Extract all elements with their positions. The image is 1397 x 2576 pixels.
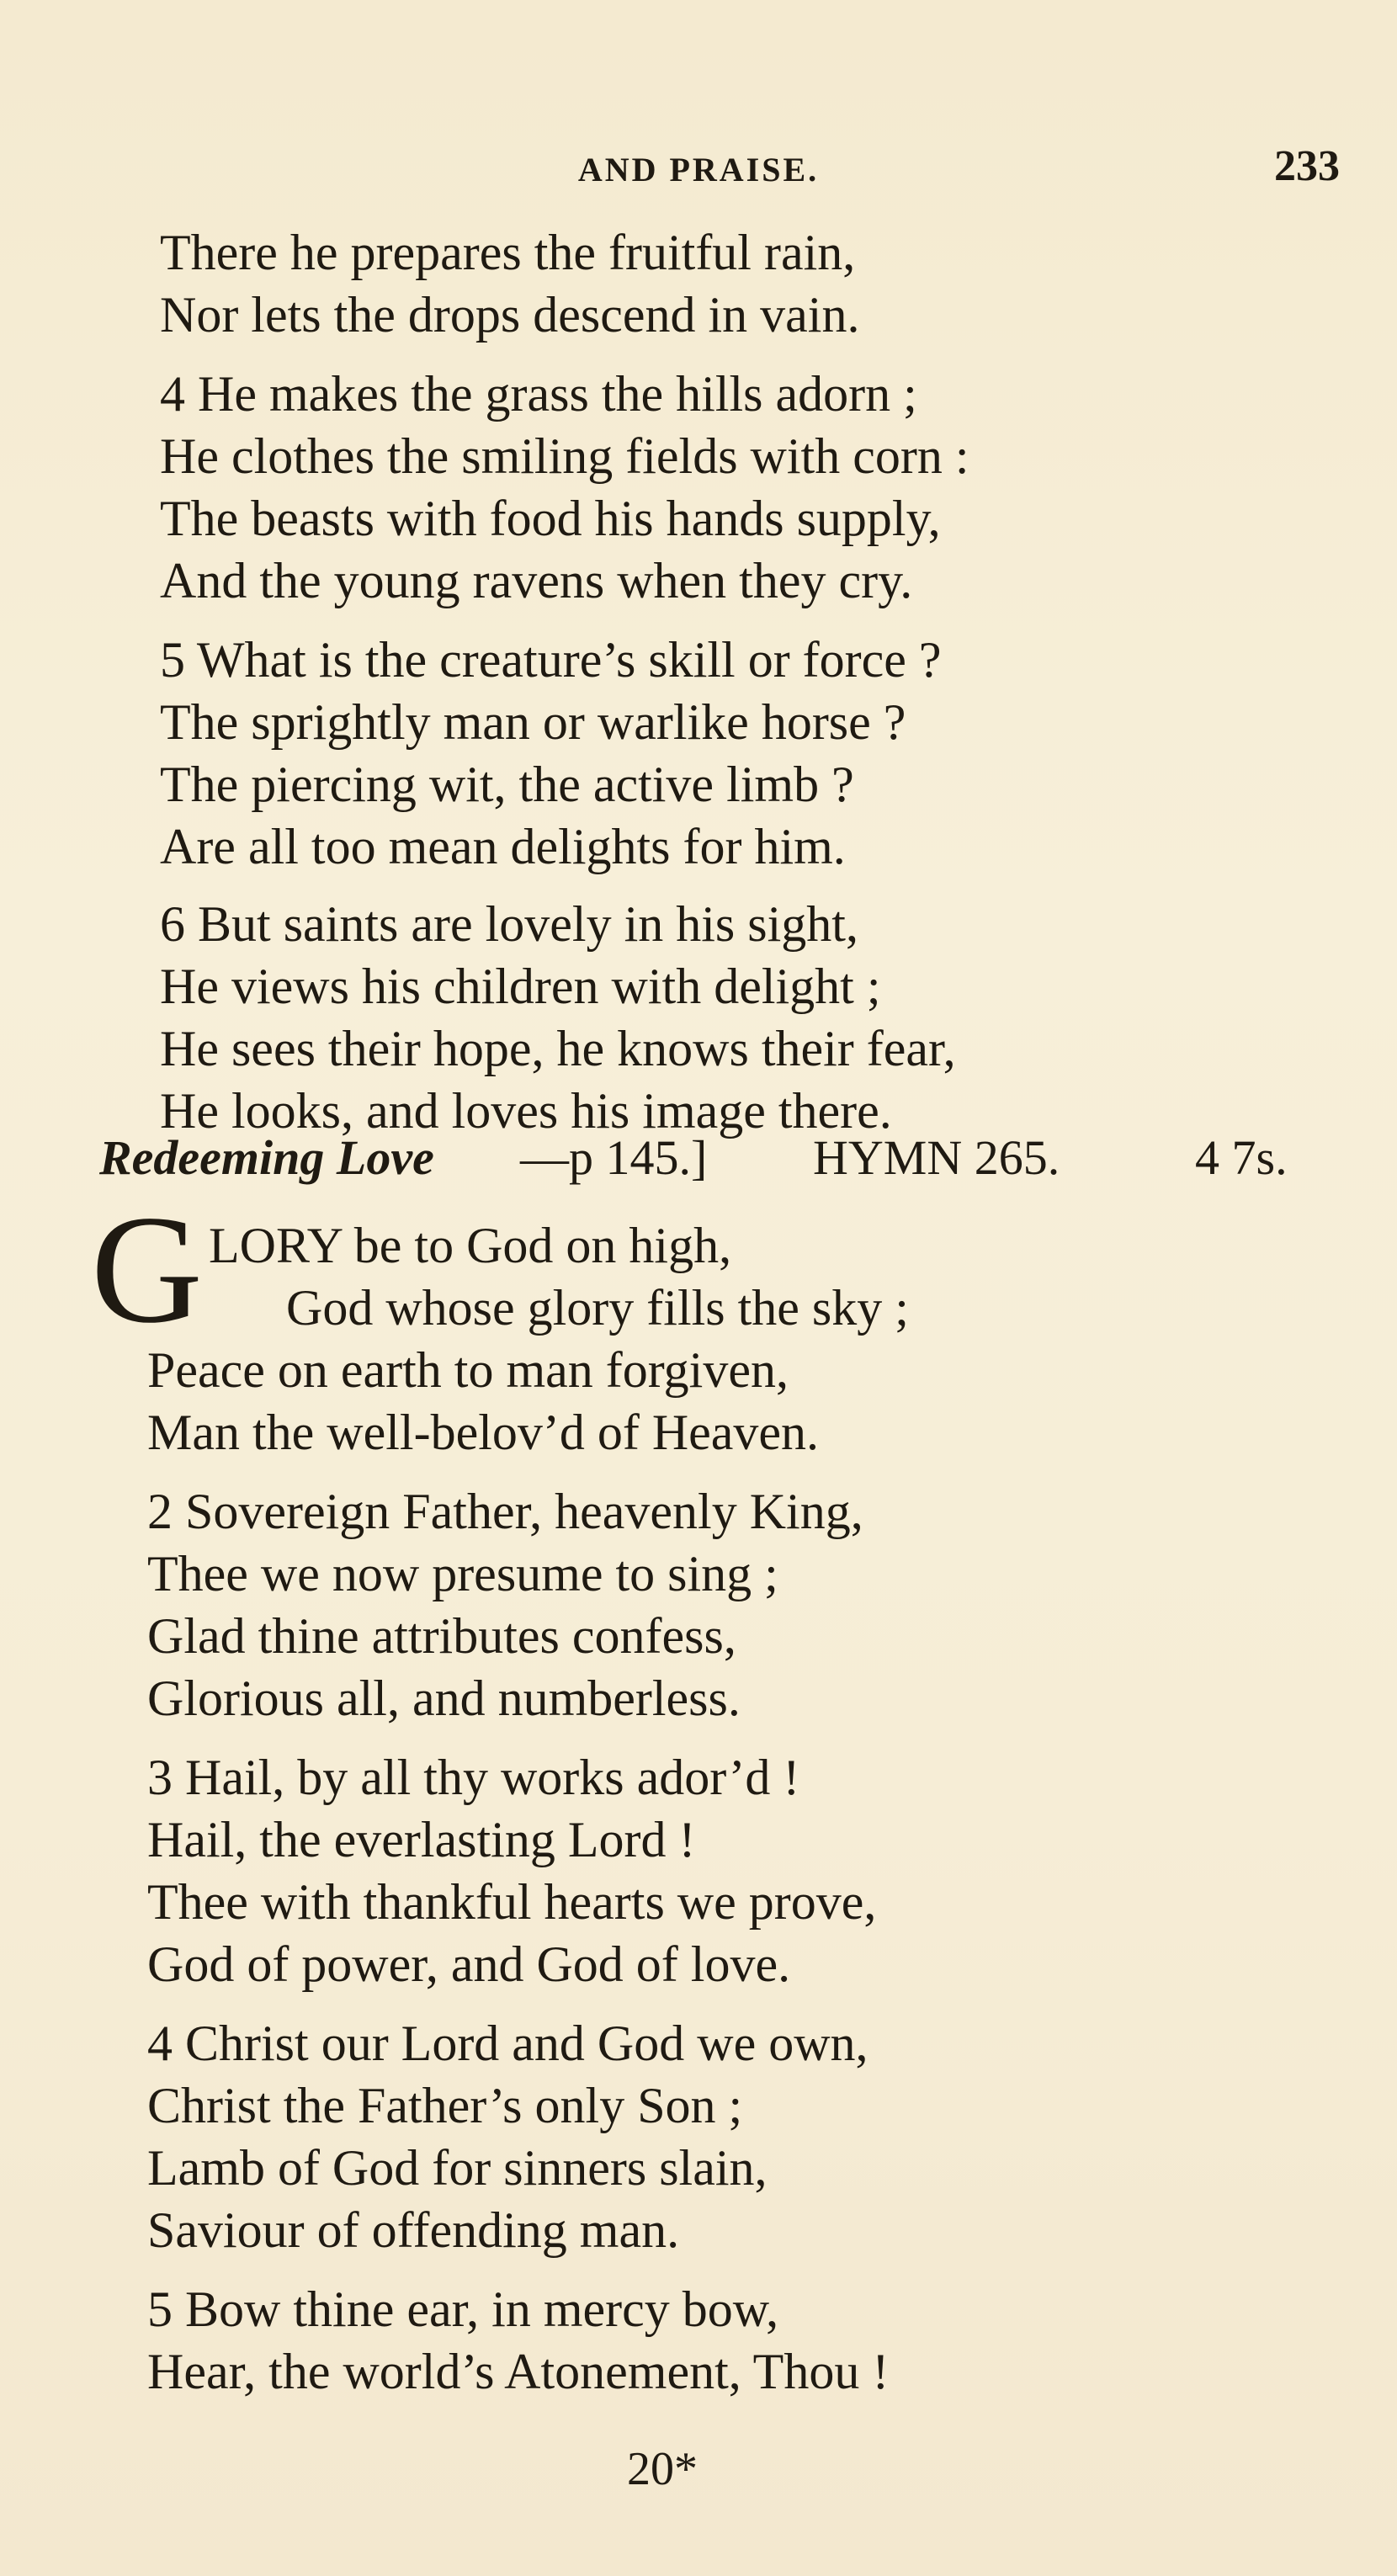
- verse-line: God whose glory fills the sky ;: [286, 1280, 909, 1336]
- verse-line: 4 Christ our Lord and God we own,: [147, 2016, 868, 2071]
- verse-line: Peace on earth to man forgiven,: [147, 1342, 789, 1398]
- verse-line: Nor lets the drops descend in vain.: [160, 287, 860, 343]
- verse-line: Glad thine attributes confess,: [147, 1608, 736, 1664]
- verse-line: He looks, and loves his image there.: [160, 1083, 892, 1139]
- verse-line: Thee we now presume to sing ;: [147, 1546, 778, 1601]
- hymn-heading: [0, 1129, 1397, 1197]
- verse-line: 3 Hail, by all thy works ador’d !: [147, 1750, 800, 1805]
- verse-line: He sees their hope, he knows their fear,: [160, 1021, 956, 1076]
- verse-line: God of power, and God of love.: [147, 1936, 791, 1992]
- verse-line: Glorious all, and numberless.: [147, 1670, 741, 1726]
- verse-line: 2 Sovereign Father, heavenly King,: [147, 1484, 863, 1539]
- running-head: AND PRAISE.: [577, 151, 820, 189]
- verse-line: LORY be to God on high,: [209, 1218, 732, 1273]
- verse-line: 6 But saints are lovely in his sight,: [160, 896, 858, 952]
- verse-line: Christ the Father’s only Son ;: [147, 2078, 743, 2133]
- verse-line: Hail, the everlasting Lord !: [147, 1812, 696, 1867]
- verse-line: The sprightly man or warlike horse ?: [160, 694, 906, 750]
- signature-mark: 20*: [627, 2443, 698, 2495]
- verse-line: Saviour of offending man.: [147, 2202, 680, 2258]
- verse-line: He clothes the smiling fields with corn :: [160, 428, 969, 484]
- verse-line: And the young ravens when they cry.: [160, 553, 913, 608]
- verse-line: Lamb of God for sinners slain,: [147, 2140, 768, 2196]
- verse-line: Are all too mean delights for him.: [160, 819, 846, 874]
- verse-line: Man the well-belov’d of Heaven.: [147, 1405, 820, 1460]
- hymn-number: HYMN 265.: [813, 1130, 1060, 1185]
- verse-line: Thee with thankful hearts we prove,: [147, 1874, 877, 1930]
- hymn-meter: 4 7s.: [1195, 1130, 1288, 1185]
- hymn-page-ref: —p 145.]: [520, 1130, 708, 1185]
- verse-line: He views his children with delight ;: [160, 959, 881, 1014]
- verse-line: The piercing wit, the active limb ?: [160, 757, 854, 812]
- verse-line: 5 What is the creature’s skill or force ?: [160, 632, 942, 688]
- verse-line: There he prepares the fruitful rain,: [160, 225, 856, 280]
- verse-line: Hear, the world’s Atonement, Thou !: [147, 2344, 890, 2399]
- hymn-source: Redeeming Love: [99, 1130, 434, 1185]
- verse-line: The beasts with food his hands supply,: [160, 491, 941, 546]
- drop-cap: G: [91, 1183, 203, 1355]
- verse-line: 5 Bow thine ear, in mercy bow,: [147, 2281, 779, 2337]
- page-number: 233: [1274, 142, 1340, 190]
- verse-line: 4 He makes the grass the hills adorn ;: [160, 366, 917, 422]
